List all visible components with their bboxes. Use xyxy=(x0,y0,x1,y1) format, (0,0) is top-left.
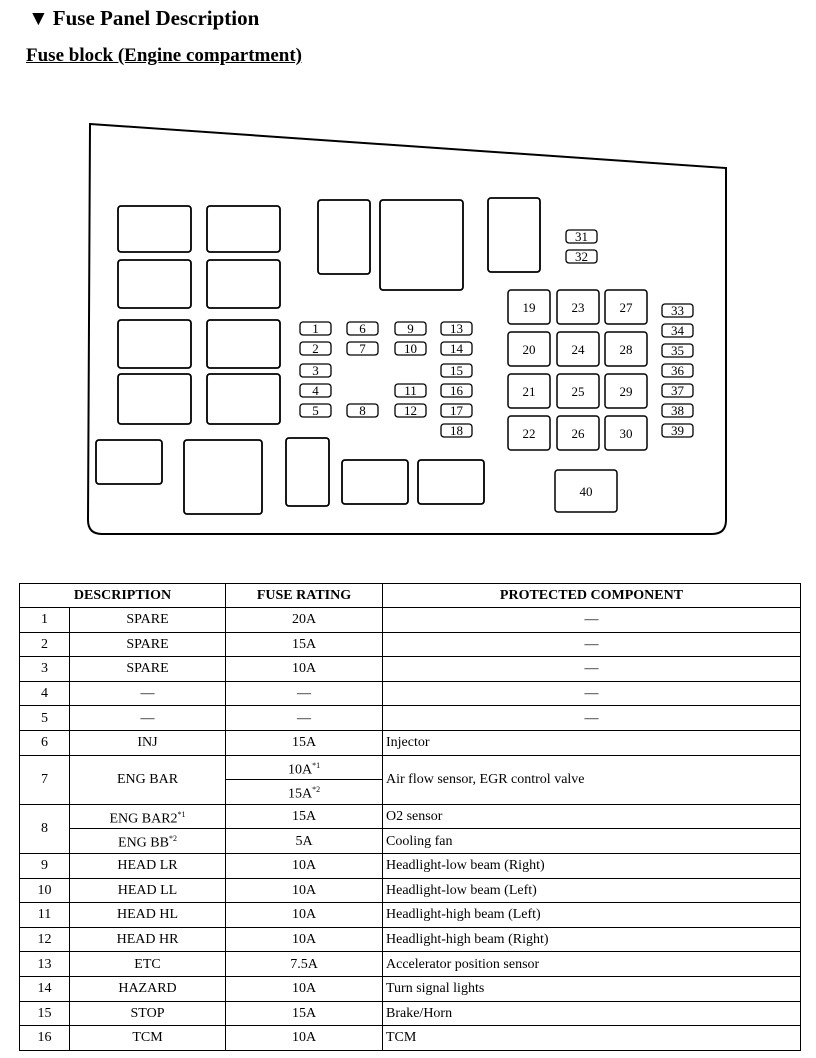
small-fuse-label: 36 xyxy=(671,363,684,378)
large-fuse-label: 28 xyxy=(619,342,633,357)
table-row xyxy=(20,952,801,977)
fuse-rating: 20A xyxy=(226,608,383,633)
small-fuse-label: 33 xyxy=(671,303,684,318)
fuse-number: 13 xyxy=(20,952,70,977)
fuse-description: ENG BAR xyxy=(70,755,226,804)
small-fuse-label: 5 xyxy=(312,403,319,418)
table-row xyxy=(20,755,801,780)
small-fuse-label: 39 xyxy=(671,423,684,438)
relay-box xyxy=(207,260,280,308)
small-fuse-label: 35 xyxy=(671,343,684,358)
fuse-rating: 10A xyxy=(226,657,383,682)
fuse-rating: 10A xyxy=(226,927,383,952)
small-fuse-label: 31 xyxy=(575,229,588,244)
large-fuse-label: 22 xyxy=(522,426,536,441)
fuse-number: 7 xyxy=(20,755,70,804)
fuse-number: 11 xyxy=(20,903,70,928)
fuse-description: ENG BAR2$^{*1}$ xyxy=(70,804,226,829)
relay-box xyxy=(118,374,191,424)
fuse-table xyxy=(19,583,801,1051)
protected-component: Headlight-high beam (Left) xyxy=(383,903,801,928)
fuse-description: HEAD HL xyxy=(70,903,226,928)
fuse-description: HAZARD xyxy=(70,976,226,1001)
fuse-rating: 10A xyxy=(226,878,383,903)
relay-box xyxy=(118,260,191,308)
small-fuse-label: 34 xyxy=(671,323,684,338)
section-title xyxy=(28,6,259,31)
protected-component: Accelerator position sensor xyxy=(383,952,801,977)
large-fuse-label: 30 xyxy=(619,426,633,441)
fuse-number: 15 xyxy=(20,1001,70,1026)
fuse-description: HEAD LR xyxy=(70,853,226,878)
triangle-down-icon: ▼ xyxy=(28,6,49,30)
relay-box xyxy=(207,374,280,424)
small-fuse-label: 8 xyxy=(359,403,366,418)
fuse-description: INJ xyxy=(70,730,226,755)
table-row xyxy=(20,1026,801,1051)
relay-box xyxy=(207,320,280,368)
column-header: DESCRIPTION xyxy=(20,584,226,608)
table-row xyxy=(20,976,801,1001)
relay-box xyxy=(207,206,280,252)
fuse-rating: — xyxy=(226,706,383,731)
protected-component: TCM xyxy=(383,1026,801,1051)
large-fuse-label: 21 xyxy=(522,384,536,399)
column-header: PROTECTED COMPONENT xyxy=(383,584,801,608)
small-fuse-label: 17 xyxy=(450,403,463,418)
fuse-rating: 10A xyxy=(226,853,383,878)
fuse-description: ETC xyxy=(70,952,226,977)
protected-component: Headlight-low beam (Right) xyxy=(383,853,801,878)
fuse-number: 12 xyxy=(20,927,70,952)
table-row xyxy=(20,706,801,731)
small-fuse-label: 13 xyxy=(450,321,463,336)
protected-component: — xyxy=(383,657,801,682)
fuse-number: 9 xyxy=(20,853,70,878)
small-fuse-label: 2 xyxy=(312,341,319,356)
small-fuse-label: 4 xyxy=(312,383,319,398)
table-row xyxy=(20,657,801,682)
fuse-description: — xyxy=(70,681,226,706)
fuse-description: STOP xyxy=(70,1001,226,1026)
small-fuse-label: 15 xyxy=(450,363,463,378)
relay-box xyxy=(418,460,484,504)
table-row xyxy=(20,804,801,829)
table-row xyxy=(20,829,801,854)
small-fuse-label: 14 xyxy=(450,341,463,356)
fuse-number: 4 xyxy=(20,681,70,706)
small-fuse-label: 11 xyxy=(404,383,417,398)
fuse-description: SPARE xyxy=(70,657,226,682)
table-row xyxy=(20,853,801,878)
fuse-rating: 15A xyxy=(226,632,383,657)
table-row xyxy=(20,730,801,755)
fuse-rating: 15A xyxy=(226,1001,383,1026)
table-row xyxy=(20,608,801,633)
table-row xyxy=(20,1001,801,1026)
small-fuse-label: 12 xyxy=(404,403,417,418)
protected-component: Air flow sensor, EGR control valve xyxy=(383,755,801,804)
fuse-rating: 15A xyxy=(226,804,383,829)
fuse-description: ENG BB$^{*2}$ xyxy=(70,829,226,854)
protected-component: Injector xyxy=(383,730,801,755)
table-header-row xyxy=(20,584,801,608)
protected-component: O2 sensor xyxy=(383,804,801,829)
large-fuse-label: 23 xyxy=(571,300,585,315)
small-fuse-label: 1 xyxy=(312,321,319,336)
fuse-number: 2 xyxy=(20,632,70,657)
table-row xyxy=(20,878,801,903)
fuse-rating: 7.5A xyxy=(226,952,383,977)
fuse-number: 8 xyxy=(20,804,70,853)
large-fuse-label: 19 xyxy=(522,300,536,315)
table-row xyxy=(20,927,801,952)
fuse-block-diagram xyxy=(80,118,734,538)
relay-box xyxy=(342,460,408,504)
relay-box xyxy=(118,206,191,252)
page-subtitle: Fuse block (Engine compartment) xyxy=(26,45,303,66)
large-fuse-label: 20 xyxy=(522,342,536,357)
large-fuse-label: 27 xyxy=(619,300,633,315)
large-fuse-label: 24 xyxy=(571,342,585,357)
fuse-rating: 10A xyxy=(226,976,383,1001)
large-fuse-label: 25 xyxy=(571,384,585,399)
protected-component: Brake/Horn xyxy=(383,1001,801,1026)
fuse-number: 14 xyxy=(20,976,70,1001)
fuse-rating: 5A xyxy=(226,829,383,854)
small-fuse-label: 6 xyxy=(359,321,366,336)
small-fuse-label: 32 xyxy=(575,249,588,264)
small-fuse-label: 16 xyxy=(450,383,463,398)
protected-component: Turn signal lights xyxy=(383,976,801,1001)
protected-component: Cooling fan xyxy=(383,829,801,854)
protected-component: Headlight-low beam (Left) xyxy=(383,878,801,903)
fuse-number: 5 xyxy=(20,706,70,731)
fuse-description: HEAD LL xyxy=(70,878,226,903)
small-fuse-label: 10 xyxy=(404,341,417,356)
fuse-number: 16 xyxy=(20,1026,70,1051)
small-fuse-label: 18 xyxy=(450,423,463,438)
protected-component: — xyxy=(383,632,801,657)
fuse-number: 10 xyxy=(20,878,70,903)
fuse-rating: 15A xyxy=(226,730,383,755)
fuse-rating: 10A xyxy=(226,903,383,928)
fuse-description: SPARE xyxy=(70,608,226,633)
table-row xyxy=(20,681,801,706)
small-fuse-label: 38 xyxy=(671,403,684,418)
protected-component: Headlight-high beam (Right) xyxy=(383,927,801,952)
large-fuse-label: 40 xyxy=(579,484,593,499)
small-fuse-label: 3 xyxy=(312,363,319,378)
relay-box xyxy=(184,440,262,514)
protected-component: — xyxy=(383,608,801,633)
fuse-description: SPARE xyxy=(70,632,226,657)
relay-box xyxy=(318,200,370,274)
fuse-number: 1 xyxy=(20,608,70,633)
small-fuse-label: 37 xyxy=(671,383,684,398)
protected-component: — xyxy=(383,706,801,731)
fuse-rating: $10A^{*1}$ xyxy=(226,755,383,780)
fuse-rating: 10A xyxy=(226,1026,383,1051)
relay-box xyxy=(96,440,162,484)
small-fuse-label: 7 xyxy=(359,341,366,356)
large-fuse-label: 26 xyxy=(571,426,585,441)
section-title-text: Fuse Panel Description xyxy=(52,6,260,30)
table-row xyxy=(20,903,801,928)
fuse-rating: — xyxy=(226,681,383,706)
relay-box xyxy=(286,438,329,506)
relay-box xyxy=(118,320,191,368)
fuse-number: 6 xyxy=(20,730,70,755)
column-header: FUSE RATING xyxy=(226,584,383,608)
small-fuse-label: 9 xyxy=(407,321,414,336)
protected-component: — xyxy=(383,681,801,706)
relay-box xyxy=(488,198,540,272)
fuse-rating: $15A^{*2}$ xyxy=(226,780,383,805)
fuse-description: TCM xyxy=(70,1026,226,1051)
fuse-description: — xyxy=(70,706,226,731)
fuse-description: HEAD HR xyxy=(70,927,226,952)
fuse-number: 3 xyxy=(20,657,70,682)
table-row xyxy=(20,632,801,657)
relay-box xyxy=(380,200,463,290)
large-fuse-label: 29 xyxy=(619,384,633,399)
